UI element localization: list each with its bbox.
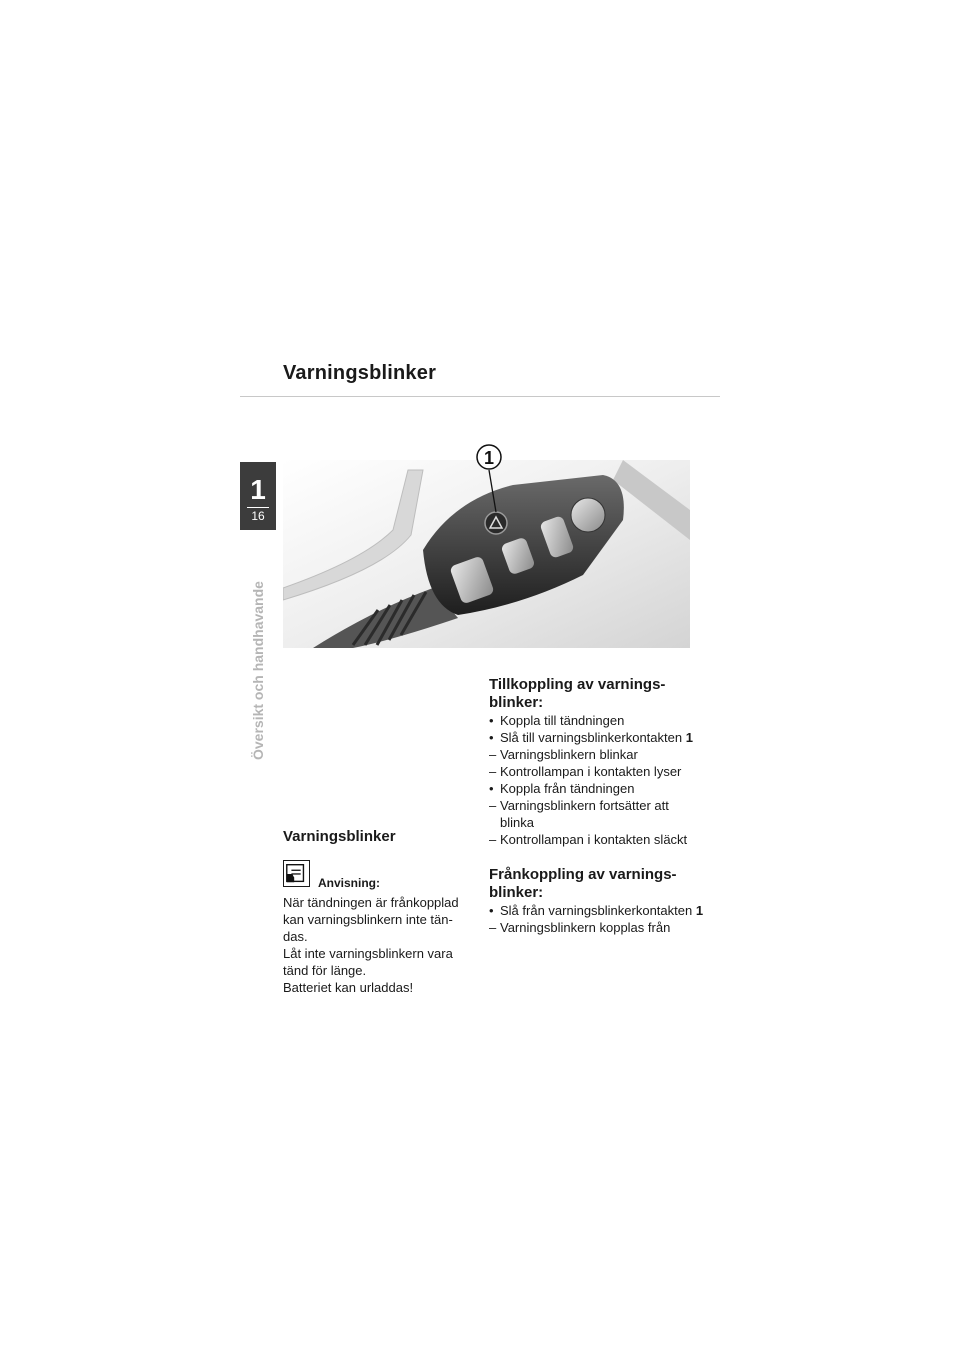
list-item: • Slå från varningsblinkerkontakten 1 <box>489 903 704 918</box>
note-paragraph: Batteriet kan urladdas! <box>283 980 414 995</box>
list-item: – Kontrollampan i kontakten lyser <box>489 764 682 779</box>
switch-off-heading <box>489 866 704 902</box>
callout-number: 1 <box>483 448 495 468</box>
right-column <box>489 676 704 936</box>
list-item: – Varningsblinkern fortsätter att blinka <box>489 798 669 830</box>
notepad-hand-icon <box>283 860 310 887</box>
switch-on-heading <box>489 676 704 712</box>
list-item: • Koppla från tändningen <box>489 781 635 796</box>
list-item: • Slå till varningsblinkerkontakten 1 <box>489 730 693 745</box>
handlebar-switch-illustration <box>283 440 690 648</box>
switch-off-steps <box>489 902 704 936</box>
chapter-tab <box>240 462 276 530</box>
switch-off-heading-line1: Frånkoppling av varnings- <box>489 866 677 883</box>
section-heading: Varningsblinker <box>283 828 396 845</box>
chapter-divider <box>247 507 269 508</box>
note-paragraph: Låt inte varningsblinkern vara tänd för länge. <box>283 946 453 978</box>
switch-on-heading-line1: Tillkoppling av varnings- <box>489 676 666 693</box>
chapter-number: 1 <box>250 474 266 505</box>
switch-off-heading-line2: blinker: <box>489 884 544 901</box>
switch-on-heading-line2: blinker: <box>489 694 544 711</box>
page-title: Varningsblinker <box>283 362 437 384</box>
list-item: • Koppla till tändningen <box>489 713 625 728</box>
note-text <box>283 894 473 996</box>
note-label: Anvisning: <box>318 876 380 890</box>
note-block <box>283 860 473 894</box>
left-column <box>283 828 473 996</box>
list-item: – Kontrollampan i kontakten släckt <box>489 832 688 847</box>
switch-on-steps <box>489 712 704 848</box>
list-item: – Varningsblinkern blinkar <box>489 747 638 762</box>
list-item: – Varningsblinkern kopplas från <box>489 920 671 935</box>
header-rule <box>240 396 720 397</box>
note-paragraph: När tändningen är frånkopplad kan varningsblinkern inte tän-das. <box>283 895 459 944</box>
page-number: 16 <box>251 509 265 523</box>
chapter-side-label: Översikt och handhavande <box>250 581 266 760</box>
